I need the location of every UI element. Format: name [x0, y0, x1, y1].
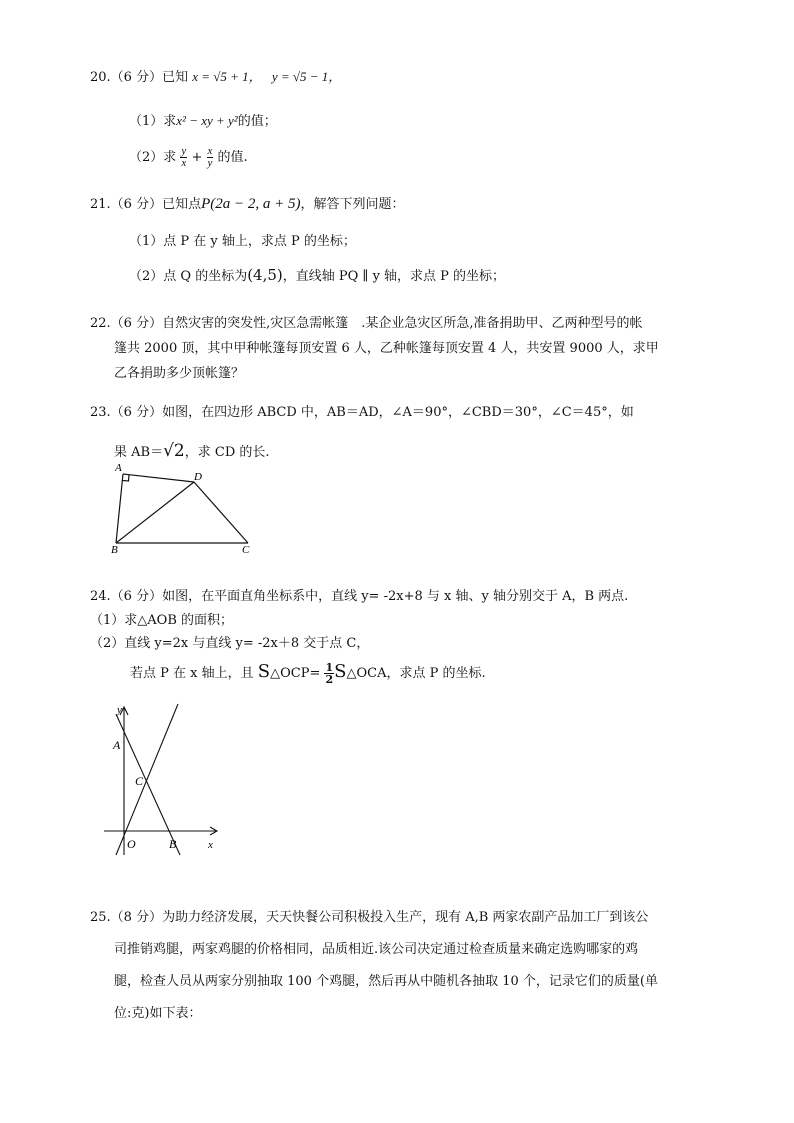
- q24-head: 24.（6 分）如图，在平面直角坐标系中，直线 y= -2x+8 与 x 轴、y 轴分别交于 A，B 两点.: [90, 589, 629, 604]
- q25-line1: 25.（8 分）为助力经济发展，天天快餐公司积极投入生产，现有 A,B 两家农副产品加工厂到该公: [90, 910, 649, 925]
- line-y-neg2x-plus8: [116, 714, 180, 855]
- q24-triangle-ocp: △OCP=: [270, 666, 321, 681]
- label-x: x: [208, 839, 213, 851]
- q24-triangle-oca-suffix: △OCA，求点 P 的坐标.: [346, 666, 486, 681]
- q20-part1-expression: x² − xy + y²: [176, 113, 238, 128]
- area-symbol: S: [334, 661, 347, 682]
- q24-half-fraction: [324, 662, 334, 685]
- label-a: A: [113, 738, 121, 752]
- q20-part1: [129, 110, 277, 129]
- q20-line: [90, 66, 341, 85]
- q20-part1-prefix: （1）求: [129, 114, 177, 129]
- area-symbol: S: [257, 661, 271, 682]
- fraction-denominator: 2: [325, 673, 334, 686]
- q20-fraction-x-over-y: [207, 146, 214, 169]
- fraction-numerator: x: [207, 145, 213, 157]
- q23-line2: [114, 441, 270, 461]
- line-y-2x: [116, 704, 178, 855]
- q21-tail: ，解答下列问题：: [300, 197, 405, 212]
- label-a: A: [115, 462, 122, 474]
- q25-line2: 司推销鸡腿，两家鸡腿的价格相同，品质相近.该公司决定通过检查质量来确定选购哪家的鸡: [114, 942, 639, 957]
- q22-line2: 篷共 2000 顶，其中甲种帐篷每顶安置 6 人，乙种帐篷每顶安置 4 人，共安置 9000 人，求甲: [114, 341, 659, 356]
- q24-part3: [130, 661, 486, 685]
- q21-part1: （1）点 P 在 y 轴上，求点 P 的坐标；: [129, 234, 356, 249]
- fraction-numerator: 1: [325, 661, 334, 674]
- label-d: D: [194, 471, 202, 483]
- q23-line1: 23.（6 分）如图，在四边形 ABCD 中，AB＝AD，∠A＝90°，∠CBD＝30°，∠C＝45°，如: [90, 405, 634, 420]
- fraction-denominator: x: [181, 157, 187, 169]
- q23-line2-suffix: ，求 CD 的长.: [184, 445, 270, 460]
- label-b: B: [169, 837, 177, 851]
- diagonal-bd: [116, 482, 194, 543]
- q24-part3-prefix: 若点 P 在 x 轴上，且: [130, 666, 254, 681]
- q25-line4: 位:克)如下表：: [114, 1006, 202, 1021]
- q24-part2: （2）直线 y=2x 与直线 y= -2x＋8 交于点 C，: [90, 636, 370, 651]
- q20-part2: [129, 146, 248, 169]
- q20-head: 20.（6 分）已知: [90, 70, 189, 85]
- q20-y-equation: y = √5 − 1，: [271, 69, 342, 84]
- q20-part1-suffix: 的值；: [237, 114, 277, 129]
- q21-coordinate: (4,5): [247, 266, 283, 284]
- label-c: C: [242, 544, 250, 556]
- edge-ad: [123, 474, 194, 482]
- q22-line1: 22.（6 分）自然灾害的突发性,灾区急需帐篷 .某企业急灾区所急,准备捐助甲、乙两种型号的帐: [90, 316, 643, 331]
- q21-head: 21.（6 分）已知点: [90, 197, 202, 212]
- q25-line3: 腿，检查人员从两家分别抽取 100 个鸡腿，然后再从中随机各抽取 10 个，记录它们的质量(单: [114, 974, 658, 989]
- label-b: B: [111, 544, 118, 556]
- label-c: C: [135, 774, 144, 788]
- label-o: O: [127, 837, 136, 851]
- q24-part1: （1）求△AOB 的面积；: [90, 613, 234, 628]
- q21-point: P(2a − 2, a + 5): [201, 196, 301, 212]
- plus-sign: +: [191, 150, 203, 165]
- edge-ab: [116, 474, 123, 543]
- q22-line3: 乙各捐助多少顶帐篷？: [114, 366, 245, 381]
- fraction-denominator: y: [207, 157, 213, 169]
- q24-coordinate-figure: [100, 700, 230, 860]
- edge-dc: [194, 482, 248, 543]
- q20-x-equation: x = √5 + 1，: [192, 69, 262, 84]
- q21-part2: [129, 265, 505, 284]
- fraction-numerator: y: [181, 145, 187, 157]
- q20-part2-prefix: （2）求: [129, 150, 177, 165]
- q21-part2-suffix: ，直线轴 PQ ∥ y 轴，求点 P 的坐标；: [282, 269, 506, 284]
- q23-line2-prefix: 果 AB＝: [114, 445, 164, 460]
- q23-quadrilateral-figure: [108, 460, 268, 560]
- q20-fraction-y-over-x: [180, 146, 187, 169]
- q20-part2-suffix: 的值.: [217, 150, 248, 165]
- label-y: y: [117, 704, 122, 716]
- q23-sqrt2: √2: [163, 441, 185, 461]
- q21-part2-prefix: （2）点 Q 的坐标为: [129, 269, 248, 284]
- right-angle-mark: [123, 475, 130, 481]
- q21-line: [90, 193, 405, 213]
